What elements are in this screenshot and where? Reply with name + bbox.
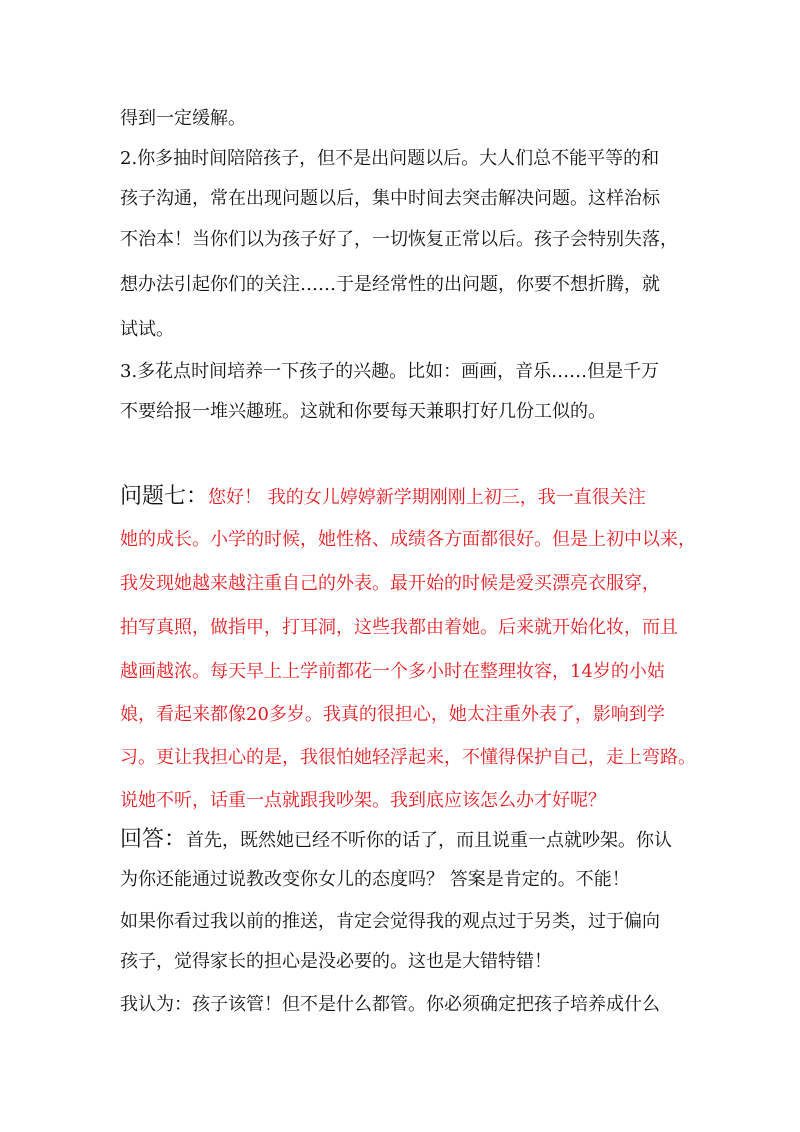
text-line: 2.你多抽时间陪陪孩子，但不是出问题以后。大人们总不能平等的和 [120,148,660,169]
text-line: 不治本！当你们以为孩子好了，一切恢复正常以后。孩子会特别失落， [120,229,678,250]
answer-line: 为你还能通过说教改变你女儿的态度吗？ 答案是肯定的。不能！ [120,869,630,890]
question-text: 您好！ 我的女儿婷婷新学期刚刚上初三，我一直很关注 [208,487,646,508]
text-line: 不要给报一堆兴趣班。这就和你要每天兼职打好几份工似的。 [120,401,606,422]
question-line: 我发现她越来越注重自己的外表。最开始的时候是爱买漂亮衣服穿， [120,573,660,594]
question-line: 她的成长。小学的时候，她性格、成绩各方面都很好。但是上初中以来， [120,529,696,550]
answer-line: 我认为：孩子该管！但不是什么都管。你必须确定把孩子培养成什么 [120,994,660,1015]
text-line: 试试。 [120,319,174,340]
answer-line: 孩子，觉得家长的担心是没必要的。这也是大错特错！ [120,951,552,972]
question-line: 娘，看起来都像20多岁。我真的很担心，她太注重外表了，影响到学 [120,704,665,725]
text-line: 3.多花点时间培养一下孩子的兴趣。比如：画画，音乐……但是千万 [120,361,660,382]
answer-label: 回答： [120,827,187,852]
answer-line: 如果你看过我以前的推送，肯定会觉得我的观点过于另类，过于偏向 [120,911,660,932]
question-line: 说她不听，话重一点就跟我吵架。我到底应该怎么办才好呢？ [120,790,606,811]
question-label: 问题七： [120,484,209,509]
answer-text: 首先，既然她已经不听你的话了，而且说重一点就吵架。你认 [186,830,673,851]
text-line: 孩子沟通，常在出现问题以后，集中时间去突击解决问题。这样治标 [120,188,660,209]
text-line: 得到一定缓解。 [120,108,246,129]
answer-first-line [120,828,672,853]
question-line: 越画越浓。每天早上上学前都花一个多小时在整理妆容，14岁的小姑 [120,661,665,682]
question-line: 拍写真照，做指甲，打耳洞，这些我都由着她。后来就开始化妆，而且 [120,617,678,638]
question-line: 习。更让我担心的是，我很怕她轻浮起来，不懂得保护自己，走上弯路。 [120,747,696,768]
text-line: 想办法引起你们的关注……于是经常性的出问题，你要不想折腾，就 [120,274,660,295]
question-first-line [120,485,646,510]
